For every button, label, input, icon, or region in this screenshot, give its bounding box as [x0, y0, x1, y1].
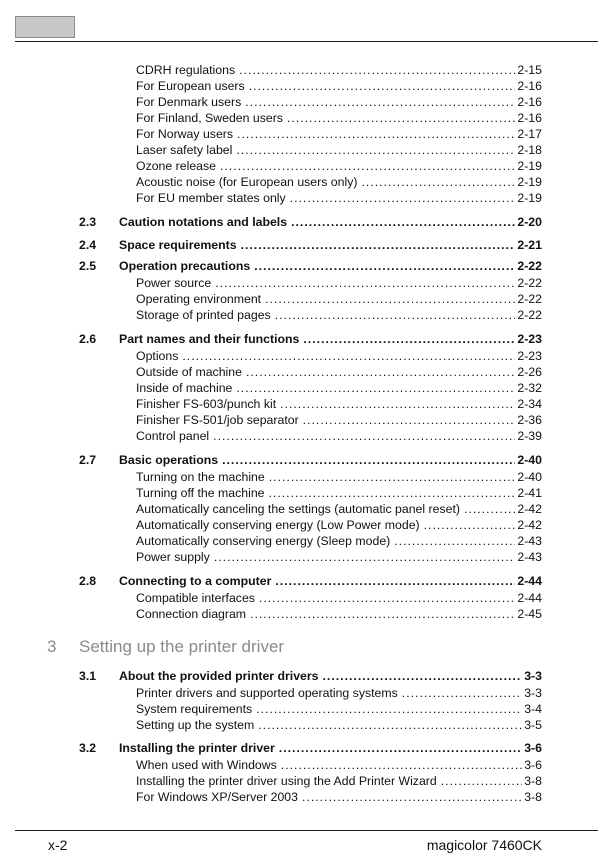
dot-leader: [361, 174, 515, 190]
toc-entry-page: 2-40: [517, 470, 542, 484]
toc-subentry[interactable]: [136, 275, 542, 291]
toc-entry-title: CDRH regulations: [136, 63, 236, 77]
chapter-number: 3: [47, 637, 57, 656]
toc-entry-title: For European users: [136, 79, 245, 93]
toc-entry-page: 2-16: [517, 95, 542, 109]
toc-entry-title: For Denmark users: [136, 95, 242, 109]
header-rule: [15, 41, 598, 42]
toc-entry-title: Compatible interfaces: [136, 591, 255, 605]
toc-entry-page: 2-22: [517, 276, 542, 290]
toc-entry-title: Storage of printed pages: [136, 308, 271, 322]
dot-leader: [246, 364, 515, 380]
toc-entry-page: 2-22: [517, 308, 542, 322]
dot-leader: [236, 142, 515, 158]
dot-leader: [241, 237, 516, 253]
toc-subentry[interactable]: [136, 94, 542, 110]
toc-entry-title: Caution notations and labels: [119, 215, 288, 229]
toc-entry-title: Connection diagram: [136, 607, 247, 621]
toc-entry-page: 3-3: [524, 669, 542, 683]
toc-subentry[interactable]: [136, 62, 542, 78]
dot-leader: [280, 396, 515, 412]
toc-subentry[interactable]: [136, 348, 542, 364]
toc-entry-title: Turning on the machine: [136, 470, 265, 484]
section-number: 3.2: [79, 741, 97, 755]
toc-subentry[interactable]: [136, 364, 542, 380]
toc-subentry[interactable]: [136, 549, 542, 565]
dot-leader: [237, 126, 515, 142]
toc-entry-page: 2-45: [517, 607, 542, 621]
toc-entry-page: 2-16: [517, 111, 542, 125]
toc-subentry[interactable]: [136, 773, 542, 789]
dot-leader: [464, 501, 515, 517]
toc-entry-title: Power source: [136, 276, 212, 290]
toc-entry-page: 2-16: [517, 79, 542, 93]
page-number: x-2: [48, 837, 68, 853]
toc-entry-title: Automatically conserving energy (Low Power mode): [136, 518, 420, 532]
toc-entry-page: 2-21: [517, 238, 542, 252]
dot-leader: [213, 428, 515, 444]
dot-leader: [215, 275, 515, 291]
toc-entry-page: 2-42: [517, 518, 542, 532]
toc-entry-title: Printer drivers and supported operating systems: [136, 686, 398, 700]
toc-entry-page: 3-8: [524, 774, 542, 788]
dot-leader: [290, 190, 516, 206]
toc-entry-title: Automatically conserving energy (Sleep mode): [136, 534, 391, 548]
chapter-title: Setting up the printer driver: [79, 637, 285, 656]
dot-leader: [394, 533, 515, 549]
toc-entry-title: Basic operations: [119, 453, 219, 467]
dot-leader: [291, 214, 515, 230]
dot-leader: [275, 307, 516, 323]
product-name: magicolor 7460CK: [426, 837, 542, 853]
dot-leader: [258, 717, 522, 733]
dot-leader: [250, 606, 515, 622]
toc-entry-title: Power supply: [136, 550, 210, 564]
toc-subentry[interactable]: [136, 110, 542, 126]
toc-entry-title: For Norway users: [136, 127, 234, 141]
dot-leader: [214, 549, 516, 565]
dot-leader: [279, 740, 522, 756]
toc-entry-page: 2-17: [517, 127, 542, 141]
toc-subentry[interactable]: [136, 685, 542, 701]
toc-entry-title: Finisher FS-501/job separator: [136, 413, 299, 427]
toc-entry-page: 2-36: [517, 413, 542, 427]
toc-entry-page: 2-22: [517, 292, 542, 306]
dot-leader: [269, 469, 516, 485]
dot-leader: [259, 590, 515, 606]
toc-entry-title: About the provided printer drivers: [119, 669, 319, 683]
toc-entry-page: 3-3: [524, 686, 542, 700]
toc-entry-title: Options: [136, 349, 179, 363]
toc-entry-page: 2-19: [517, 191, 542, 205]
toc-subentry[interactable]: [136, 174, 542, 190]
dot-leader: [303, 412, 516, 428]
toc-entry-title: Operation precautions: [119, 259, 251, 273]
toc-subentry[interactable]: [136, 412, 542, 428]
toc-entry-title: When used with Windows: [136, 758, 277, 772]
toc-entry-title: Inside of machine: [136, 381, 233, 395]
toc-entry-title: Acoustic noise (for European users only): [136, 175, 358, 189]
dot-leader: [239, 62, 515, 78]
toc-entry-title: Ozone release: [136, 159, 216, 173]
dot-leader: [236, 380, 515, 396]
dot-leader: [220, 158, 515, 174]
toc-subentry[interactable]: [136, 126, 542, 142]
section-number: 2.6: [79, 332, 97, 346]
toc-subentry[interactable]: [136, 590, 542, 606]
dot-leader: [441, 773, 522, 789]
toc-entry-page: 2-44: [517, 591, 542, 605]
toc-entry-title: For Finland, Sweden users: [136, 111, 283, 125]
toc-entry-title: System requirements: [136, 702, 253, 716]
toc-section-entry[interactable]: [119, 740, 542, 756]
dot-leader: [245, 94, 515, 110]
toc-entry-title: Part names and their functions: [119, 332, 300, 346]
toc-subentry[interactable]: [136, 380, 542, 396]
footer-rule: [15, 830, 598, 831]
toc-section-entry[interactable]: [119, 237, 542, 253]
toc-entry-page: 2-42: [517, 502, 542, 516]
toc-entry-page: 2-23: [517, 349, 542, 363]
toc-subentry[interactable]: [136, 485, 542, 501]
dot-leader: [222, 452, 515, 468]
toc-subentry[interactable]: [136, 307, 542, 323]
toc-subentry[interactable]: [136, 789, 542, 805]
toc-entry-page: 2-19: [517, 159, 542, 173]
toc-entry-page: 2-26: [517, 365, 542, 379]
toc-entry-title: Finisher FS-603/punch kit: [136, 397, 277, 411]
toc-subentry[interactable]: [136, 533, 542, 549]
section-number: 2.7: [79, 453, 97, 467]
toc-entry-title: Control panel: [136, 429, 210, 443]
toc-section-entry[interactable]: [119, 214, 542, 230]
toc-entry-page: 3-6: [524, 758, 542, 772]
dot-leader: [269, 485, 516, 501]
dot-leader: [424, 517, 516, 533]
toc-subentry[interactable]: [136, 291, 542, 307]
toc-subentry[interactable]: [136, 501, 542, 517]
section-number: 2.4: [79, 238, 97, 252]
dot-leader: [265, 291, 515, 307]
toc-subentry[interactable]: [136, 142, 542, 158]
toc-entry-title: For EU member states only: [136, 191, 286, 205]
toc-section-entry[interactable]: [119, 452, 542, 468]
toc-entry-page: 2-19: [517, 175, 542, 189]
toc-entry-title: Automatically canceling the settings (automatic panel reset): [136, 502, 460, 516]
section-number: 2.3: [79, 215, 97, 229]
dot-leader: [281, 757, 522, 773]
toc-subentry[interactable]: [136, 158, 542, 174]
toc-entry-title: For Windows XP/Server 2003: [136, 790, 298, 804]
toc-section-entry[interactable]: [119, 331, 542, 347]
toc-section-entry[interactable]: [119, 258, 542, 274]
toc-entry-title: Turning off the machine: [136, 486, 265, 500]
toc-entry-page: 2-43: [517, 550, 542, 564]
dot-leader: [287, 110, 515, 126]
toc-entry-page: 3-4: [524, 702, 542, 716]
toc-entry-page: 2-22: [517, 259, 542, 273]
toc-entry-page: 3-8: [524, 790, 542, 804]
dot-leader: [402, 685, 522, 701]
section-number: 2.5: [79, 259, 97, 273]
chapter-tab-marker: [15, 16, 75, 38]
toc-subentry[interactable]: [136, 606, 542, 622]
toc-entry-title: Installing the printer driver: [119, 741, 275, 755]
toc-entry-title: Connecting to a computer: [119, 574, 272, 588]
toc-entry-title: Setting up the system: [136, 718, 255, 732]
toc-entry-page: 2-39: [517, 429, 542, 443]
dot-leader: [182, 348, 515, 364]
toc-entry-title: Installing the printer driver using the Add Printer Wizard: [136, 774, 437, 788]
toc-subentry[interactable]: [136, 757, 542, 773]
toc-subentry[interactable]: [136, 517, 542, 533]
toc-entry-page: 2-41: [517, 486, 542, 500]
toc-entry-page: 2-20: [517, 215, 542, 229]
toc-entry-page: 3-6: [524, 741, 542, 755]
toc-subentry[interactable]: [136, 469, 542, 485]
toc-entry-page: 2-43: [517, 534, 542, 548]
toc-entry-page: 2-34: [517, 397, 542, 411]
toc-subentry[interactable]: [136, 190, 542, 206]
dot-leader: [302, 789, 522, 805]
toc-entry-title: Outside of machine: [136, 365, 242, 379]
dot-leader: [249, 78, 516, 94]
toc-subentry[interactable]: [136, 428, 542, 444]
toc-entry-page: 2-18: [517, 143, 542, 157]
toc-subentry[interactable]: [136, 717, 542, 733]
toc-entry-page: 2-32: [517, 381, 542, 395]
toc-entry-page: 3-5: [524, 718, 542, 732]
toc-section-entry[interactable]: [119, 573, 542, 589]
toc-subentry[interactable]: [136, 701, 542, 717]
toc-entry-title: Space requirements: [119, 238, 237, 252]
section-number: 2.8: [79, 574, 97, 588]
toc-entry-title: Operating environment: [136, 292, 262, 306]
dot-leader: [303, 331, 515, 347]
toc-entry-title: Laser safety label: [136, 143, 233, 157]
dot-leader: [254, 258, 515, 274]
toc-entry-page: 2-23: [517, 332, 542, 346]
dot-leader: [323, 668, 523, 684]
toc-subentry[interactable]: [136, 396, 542, 412]
toc-entry-page: 2-44: [517, 574, 542, 588]
dot-leader: [256, 701, 522, 717]
toc-entry-page: 2-40: [517, 453, 542, 467]
toc-entry-page: 2-15: [517, 63, 542, 77]
section-number: 3.1: [79, 669, 97, 683]
dot-leader: [275, 573, 515, 589]
toc-section-entry[interactable]: [119, 668, 542, 684]
toc-subentry[interactable]: [136, 78, 542, 94]
